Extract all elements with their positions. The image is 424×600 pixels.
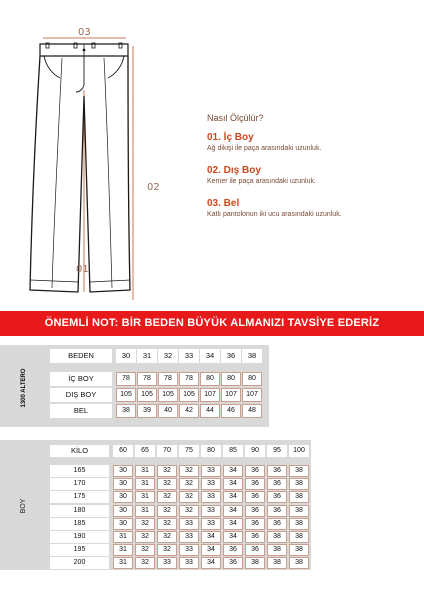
- weight-value-cell: 38: [289, 544, 309, 556]
- weight-row-label: 175: [50, 491, 109, 503]
- size-value-cell: 78: [179, 372, 199, 386]
- weight-value-cell: 36: [223, 544, 243, 556]
- size-value-cell: 80: [221, 372, 241, 386]
- weight-row-label: 165: [50, 465, 109, 477]
- weight-value-cell: 34: [223, 465, 243, 477]
- size-header-cell: 34: [200, 349, 220, 363]
- measure-label-bottom: 01: [76, 264, 89, 275]
- weight-value-cell: 32: [157, 505, 177, 517]
- size-header-label: BEDEN: [50, 349, 112, 363]
- weight-header-cell: 95: [267, 445, 287, 457]
- size-header-cell: 38: [242, 349, 262, 363]
- weight-value-cell: 32: [179, 465, 199, 477]
- size-value-cell: 44: [200, 404, 220, 418]
- step-description: Kemer ile paça arasındaki uzunluk.: [207, 178, 316, 185]
- weight-value-cell: 32: [179, 491, 199, 503]
- size-value-cell: 105: [137, 388, 157, 402]
- weight-value-cell: 38: [245, 557, 265, 569]
- weight-value-cell: 38: [267, 544, 287, 556]
- size-value-cell: 78: [158, 372, 178, 386]
- size-value-cell: 78: [137, 372, 157, 386]
- weight-value-cell: 32: [157, 465, 177, 477]
- weight-value-cell: 34: [223, 478, 243, 490]
- step-description: Katlı pantolonun iki ucu arasındaki uzunluk.: [207, 211, 342, 218]
- weight-row-label: 190: [50, 531, 109, 543]
- weight-value-cell: 36: [267, 491, 287, 503]
- weight-value-cell: 32: [135, 544, 155, 556]
- weight-value-cell: 33: [179, 531, 199, 543]
- size-header-cell: 36: [221, 349, 241, 363]
- size-table: [47, 345, 269, 427]
- weight-value-cell: 36: [245, 478, 265, 490]
- weight-header-cell: 90: [245, 445, 265, 457]
- weight-value-cell: 36: [223, 557, 243, 569]
- weight-value-cell: 34: [201, 544, 221, 556]
- step-description: Ağ dikişi ile paça arasındaki uzunluk.: [207, 145, 322, 152]
- step-title: 03. Bel: [207, 198, 240, 209]
- size-value-cell: 78: [116, 372, 136, 386]
- weight-value-cell: 34: [223, 491, 243, 503]
- weight-value-cell: 36: [245, 531, 265, 543]
- weight-value-cell: 31: [135, 478, 155, 490]
- size-value-cell: 38: [116, 404, 136, 418]
- size-value-cell: 107: [242, 388, 262, 402]
- weight-value-cell: 38: [289, 557, 309, 569]
- weight-row-label: 195: [50, 544, 109, 556]
- size-value-cell: 80: [242, 372, 262, 386]
- weight-value-cell: 31: [113, 557, 133, 569]
- weight-header-label: KİLO: [50, 445, 109, 457]
- weight-value-cell: 36: [267, 478, 287, 490]
- weight-value-cell: 34: [201, 557, 221, 569]
- size-header-cell: 31: [137, 349, 157, 363]
- weight-value-cell: 36: [267, 518, 287, 530]
- weight-value-cell: 32: [157, 478, 177, 490]
- weight-value-cell: 30: [113, 491, 133, 503]
- size-header-cell: 30: [116, 349, 136, 363]
- size-value-cell: 107: [200, 388, 220, 402]
- weight-header-cell: 60: [113, 445, 133, 457]
- size-value-cell: 39: [137, 404, 157, 418]
- size-table-side-label: 1300 ALTERO: [21, 368, 27, 408]
- weight-value-cell: 33: [201, 491, 221, 503]
- weight-value-cell: 36: [245, 491, 265, 503]
- weight-value-cell: 36: [267, 465, 287, 477]
- weight-row-label: 180: [50, 505, 109, 517]
- weight-value-cell: 34: [223, 531, 243, 543]
- measure-label-side: 02: [147, 182, 160, 193]
- weight-row-label: 170: [50, 478, 109, 490]
- how-to-measure: [207, 113, 417, 218]
- size-value-cell: 80: [200, 372, 220, 386]
- weight-value-cell: 32: [135, 531, 155, 543]
- size-value-cell: 40: [158, 404, 178, 418]
- weight-value-cell: 33: [201, 478, 221, 490]
- weight-value-cell: 30: [113, 465, 133, 477]
- weight-value-cell: 32: [157, 544, 177, 556]
- weight-value-cell: 38: [289, 531, 309, 543]
- size-value-cell: 105: [179, 388, 199, 402]
- weight-value-cell: 34: [201, 531, 221, 543]
- weight-table: [47, 440, 311, 570]
- weight-value-cell: 32: [157, 518, 177, 530]
- weight-value-cell: 33: [201, 518, 221, 530]
- weight-value-cell: 32: [135, 518, 155, 530]
- weight-value-cell: 33: [157, 557, 177, 569]
- weight-value-cell: 38: [289, 465, 309, 477]
- weight-header-cell: 65: [135, 445, 155, 457]
- size-value-cell: 46: [221, 404, 241, 418]
- weight-value-cell: 38: [289, 518, 309, 530]
- weight-value-cell: 32: [135, 557, 155, 569]
- important-note-banner: ÖNEMLİ NOT: BİR BEDEN BÜYÜK ALMANIZI TAVSİYE EDERİZ: [0, 311, 424, 336]
- weight-value-cell: 31: [135, 505, 155, 517]
- size-value-cell: 42: [179, 404, 199, 418]
- weight-value-cell: 32: [157, 491, 177, 503]
- weight-value-cell: 33: [179, 518, 199, 530]
- size-value-cell: 48: [242, 404, 262, 418]
- weight-value-cell: 32: [179, 478, 199, 490]
- weight-value-cell: 33: [179, 544, 199, 556]
- size-header-cell: 32: [158, 349, 178, 363]
- weight-value-cell: 34: [223, 505, 243, 517]
- weight-value-cell: 36: [245, 465, 265, 477]
- weight-value-cell: 30: [113, 518, 133, 530]
- weight-value-cell: 32: [157, 531, 177, 543]
- size-header-cell: 33: [179, 349, 199, 363]
- weight-value-cell: 33: [201, 505, 221, 517]
- weight-value-cell: 38: [289, 505, 309, 517]
- size-row-label: BEL: [50, 404, 112, 418]
- weight-value-cell: 31: [113, 531, 133, 543]
- size-value-cell: 105: [116, 388, 136, 402]
- weight-value-cell: 31: [113, 544, 133, 556]
- weight-header-cell: 100: [289, 445, 309, 457]
- weight-value-cell: 36: [245, 518, 265, 530]
- weight-value-cell: 33: [201, 465, 221, 477]
- how-to-title: Nasıl Ölçülür?: [207, 113, 264, 123]
- weight-value-cell: 31: [135, 465, 155, 477]
- size-value-cell: 107: [221, 388, 241, 402]
- weight-header-cell: 75: [179, 445, 199, 457]
- weight-value-cell: 34: [223, 518, 243, 530]
- size-row-label: DIŞ BOY: [50, 388, 112, 402]
- size-value-cell: 105: [158, 388, 178, 402]
- weight-table-side-label: BOY: [20, 498, 27, 514]
- weight-header-cell: 80: [201, 445, 221, 457]
- step-title: 02. Dış Boy: [207, 165, 261, 176]
- size-row-label: İÇ BOY: [50, 372, 112, 386]
- weight-header-cell: 85: [223, 445, 243, 457]
- weight-value-cell: 36: [267, 505, 287, 517]
- weight-value-cell: 36: [245, 505, 265, 517]
- weight-value-cell: 32: [179, 505, 199, 517]
- weight-value-cell: 38: [289, 478, 309, 490]
- weight-value-cell: 31: [135, 491, 155, 503]
- weight-header-cell: 70: [157, 445, 177, 457]
- weight-value-cell: 38: [267, 557, 287, 569]
- weight-value-cell: 36: [245, 544, 265, 556]
- measure-label-top: 03: [78, 27, 91, 38]
- weight-value-cell: 33: [179, 557, 199, 569]
- step-title: 01. İç Boy: [207, 132, 254, 143]
- weight-value-cell: 30: [113, 478, 133, 490]
- weight-value-cell: 38: [289, 491, 309, 503]
- weight-value-cell: 30: [113, 505, 133, 517]
- weight-row-label: 200: [50, 557, 109, 569]
- weight-value-cell: 38: [267, 531, 287, 543]
- weight-row-label: 185: [50, 518, 109, 530]
